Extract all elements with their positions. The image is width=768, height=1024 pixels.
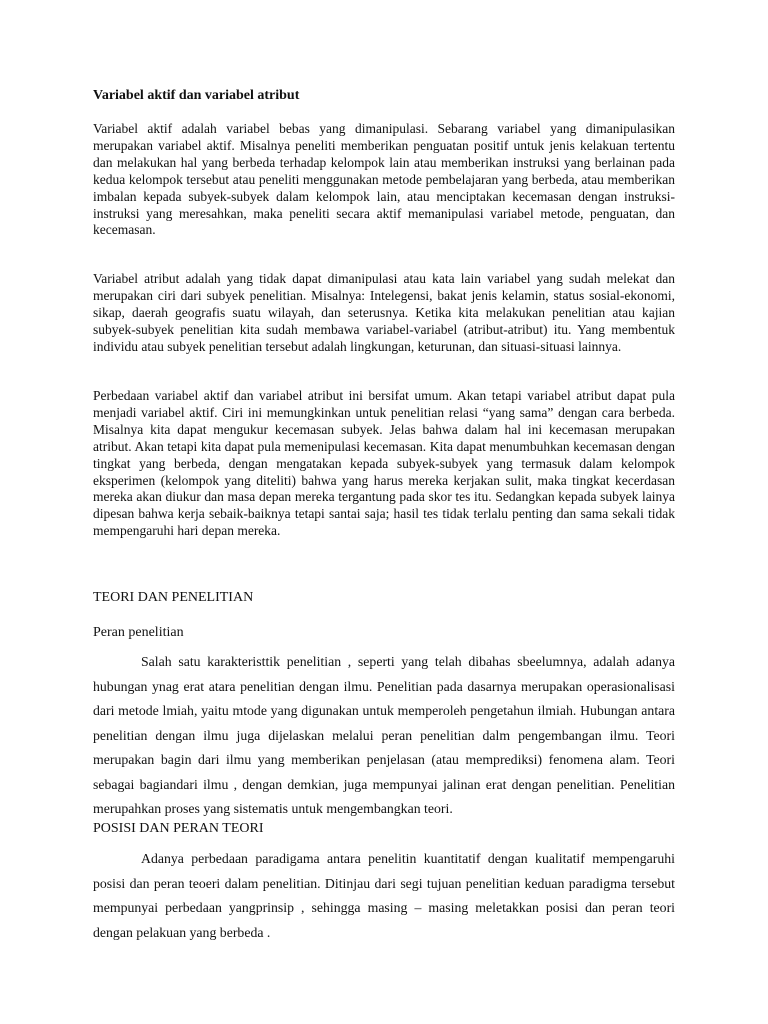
paragraph-posisi-peran-teori: Adanya perbedaan paradigama antara penelitin kuantitatif dengan kualitatif mempengaruhi posisi dan peran teoeri dalam penelitian. Ditinjau dari segi tujuan penelitian keduan paradigma tersebut mempunyai perbedaan yangprinsip , sehingga masing – masing meletakkan posisi dan peran teori dengan pelakuan yang berbeda .: [93, 851, 675, 940]
paragraph-variabel-aktif: Variabel aktif adalah variabel bebas yang dimanipulasi. Sebarang variabel yang dimanipulasikan merupakan variabel aktif. Misalnya peneliti memberikan penguatan positif untuk jenis kelakuan tertentu dan melakukan hal yang berbeda terhadap kelompok lain atau memberikan instruksi yang berlainan pada kedua kelompok tersebut atau peneliti menggunakan metode pembelajaran yang berbeda, atau memberikan imbalan kepada subyek-subyek dalam kelompok lain, atau menciptakan kecemasan dengan instruksi-instruksi yang meresahkan, maka peneliti secara aktif memanipulasi variabel metode, penguatan, dan kecemasan.: [93, 121, 675, 238]
subsection-title-peran-penelitian: Peran penelitian: [93, 625, 184, 640]
section-title-variabel: Variabel aktif dan variabel atribut: [93, 88, 300, 103]
paragraph-perbedaan-variabel: Perbedaan variabel aktif dan variabel atribut ini bersifat umum. Akan tetapi variabel atribut dapat pula menjadi variabel aktif. Ciri ini memungkinkan untuk penelitian relasi “yang sama” dengan cara berbeda. Misalnya kita dapat mengukur kecemasan subyek. Jelas bahwa dalam hal ini kecemasan merupakan atribut. Akan tetapi kita dapat pula memenipulasi kecemasan. Kita dapat menumbuhkan kecemasan dengan tingkat yang berbeda, dengan mengatakan kepada subyek-subyek yang termasuk dalam kelompok eksperimen (kelompok yang diteliti) bahwa yang harus mereka kerjakan sulit, maka tingkat kecerdasan mereka akan diukur dan masa depan mereka tergantung pada skor tes itu. Sedangkan kepada subyek lainya dipesan bahwa kerja sebaik-baiknya tetapi santai saja; hasil tes tidak terlalu penting dan sama sekali tidak mempengaruhi hari depan mereka.: [93, 388, 675, 539]
section-title-posisi-peran-teori: POSISI DAN PERAN TEORI: [93, 821, 264, 836]
paragraph-peran-penelitian: Salah satu karakteristtik penelitian , seperti yang telah dibahas sbeelumnya, adalah adanya hubungan ynag erat atara penelitian dengan ilmu. Penelitian pada dasarnya merupakan operasionalisasi dari metode lmiah, yaitu mtode yang digunakan untuk memperoleh pengetahun ilmiah. Hubungan antara penelitian dengan ilmu juga dijelaskan melalui peran penelitian dalm pengembangan ilmu. Teori merupakan bagin dari ilmu yang memberikan penjelasan (atau memprediksi) fenomena alam. Teori sebagai bagiandari ilmu , dengan demkian, juga mempunyai jalinan erat dengan penelitian. Penelitian merupahkan proses yang sistematis untuk mengembangkan teori.: [93, 654, 675, 816]
paragraph-variabel-atribut: Variabel atribut adalah yang tidak dapat dimanipulasi atau kata lain variabel yang sudah melekat dan merupakan ciri dari subyek penelitian. Misalnya: Intelegensi, bakat jenis kelamin, status sosial-ekonomi, sikap, daerah geografis suatu wilayah, dan seterusnya. Ketika kita melakukan penelitian atau kajian subyek-subyek penelitian kita sudah membawa variabel-variabel (atribut-atribut) itu. Yang membentuk individu atau subyek penelitian tersebut adalah lingkungan, keturunan, dan situasi-situasi lainnya.: [93, 271, 675, 354]
section-title-teori-penelitian: TEORI DAN PENELITIAN: [93, 590, 254, 605]
